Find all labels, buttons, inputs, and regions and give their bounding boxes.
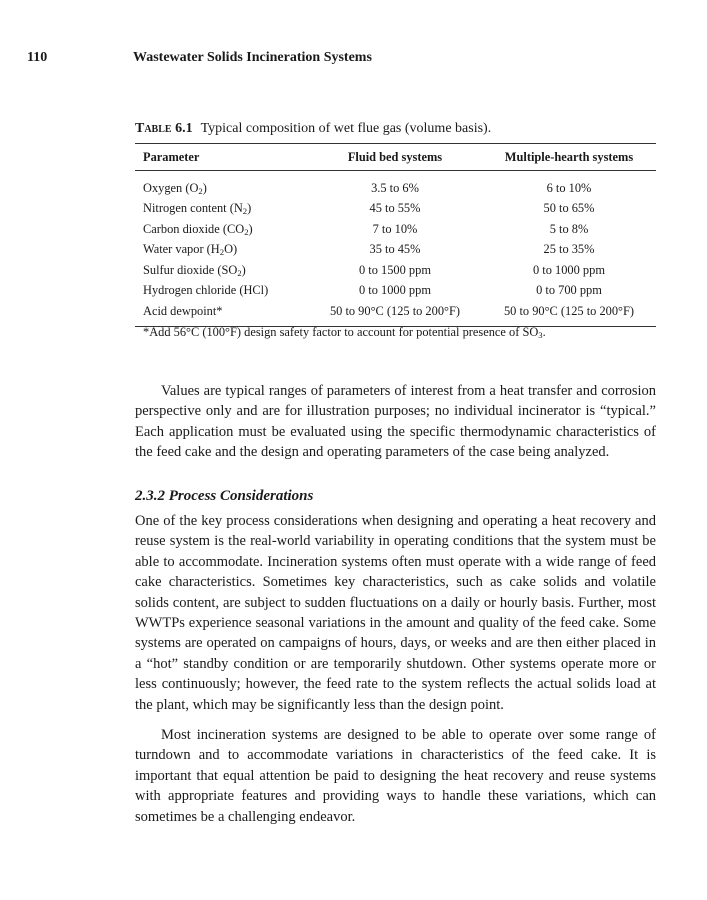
table-label: Table 6.1 bbox=[135, 121, 193, 136]
table-row bbox=[135, 219, 656, 240]
paragraph-intro bbox=[135, 381, 656, 463]
paragraph-text: One of the key process considerations when designing and operating a heat recovery and reuse system is the real-world variability in operating conditions that the system must be able to accommodate. Incineration systems often must operate with a wide range of feed cake characteristics. Sometimes key characteristics, such as cake solids and volatile solids content, are subject to sudden fluctuations on a daily or hourly basis. Further, most WWTPs experience seasonal variations in the amount and quality of the feed cake. Some systems are operated on campaigns of hours, days, or weeks and are then either placed in a “hot” standby condition or are temporarily shutdown. Other systems operate more or less continuously; however, the feed rate to the system reflects the actual solids load at the plant, which may be significantly less than the design point. bbox=[135, 513, 656, 713]
paragraph-text: Values are typical ranges of parameters of interest from a heat transfer and corrosion perspective only and are for illustration purposes; no individual incinerator is “typical.” Each application must be evaluated using the specific thermodynamic characteristics of the feed cake and the design and operating parameters of the case being analyzed. bbox=[135, 383, 656, 461]
fluid-bed-cell: 0 to 1500 ppm bbox=[359, 262, 431, 277]
running-title: Wastewater Solids Incineration Systems bbox=[133, 50, 372, 65]
column-header-fluid-bed: Fluid bed systems bbox=[308, 144, 482, 171]
table-header-row bbox=[135, 144, 656, 171]
multiple-hearth-cell: 50 to 90°C (125 to 200°F) bbox=[482, 301, 656, 326]
multiple-hearth-cell: 0 to 700 ppm bbox=[536, 283, 602, 298]
multiple-hearth-cell: 25 to 35% bbox=[543, 242, 595, 257]
flue-gas-table bbox=[135, 143, 656, 327]
parameter-cell: Oxygen $(O_2)$ bbox=[143, 180, 207, 196]
multiple-hearth-cell: 0 to 1000 ppm bbox=[533, 262, 605, 277]
section-heading: 2.3.2 Process Considerations bbox=[135, 488, 314, 504]
table-row bbox=[135, 198, 656, 219]
page-number: 110 bbox=[27, 50, 48, 65]
parameter-cell: Acid dewpoint* bbox=[135, 301, 308, 326]
fluid-bed-cell: 35 to 45% bbox=[369, 242, 421, 257]
table-row bbox=[135, 301, 656, 326]
column-header-multiple-hearth: Multiple-hearth systems bbox=[482, 144, 656, 171]
table-caption bbox=[135, 121, 491, 137]
table-row bbox=[135, 260, 656, 281]
fluid-bed-cell: 7 to 10% bbox=[372, 221, 418, 236]
fluid-bed-cell: 0 to 1000 ppm bbox=[359, 283, 431, 298]
table-row bbox=[135, 171, 656, 199]
table-row bbox=[135, 281, 656, 302]
running-header bbox=[27, 50, 372, 66]
parameter-cell: Nitrogen content $(N_2)$ bbox=[143, 201, 252, 217]
paragraph-process bbox=[135, 511, 656, 715]
table-footnote: *Add 56°C (100°F) design safety factor to account for potential presence of $SO_3$. bbox=[143, 325, 546, 340]
fluid-bed-cell: 45 to 55% bbox=[369, 201, 421, 216]
table-row bbox=[135, 239, 656, 260]
parameter-cell: Sulfur dioxide $(SO_2)$ bbox=[143, 262, 246, 278]
paragraph-text: Most incineration systems are designed to be able to operate over some range of turndown and to accommodate variations in characteristics of the feed cake. It is important that equal attention be paid to designing the heat recovery and reuse systems with appropriate features and providing ways to handle these variations, which can sometimes be a challenging endeavor. bbox=[135, 727, 656, 825]
parameter-cell: Carbon dioxide $(CO_2)$ bbox=[143, 221, 253, 237]
parameter-cell: Water vapor $(H_2O)$ bbox=[143, 242, 238, 258]
table-caption-text: Typical composition of wet flue gas (volume basis). bbox=[200, 121, 492, 136]
multiple-hearth-cell: 50 to 65% bbox=[543, 201, 595, 216]
column-header-parameter: Parameter bbox=[135, 144, 308, 171]
multiple-hearth-cell: 6 to 10% bbox=[546, 180, 592, 195]
fluid-bed-cell: 3.5 to 6% bbox=[371, 180, 419, 195]
paragraph-turndown bbox=[135, 725, 656, 827]
fluid-bed-cell: 50 to 90°C (125 to 200°F) bbox=[308, 301, 482, 326]
parameter-cell: Hydrogen chloride (HCl) bbox=[143, 283, 269, 298]
multiple-hearth-cell: 5 to 8% bbox=[549, 221, 589, 236]
